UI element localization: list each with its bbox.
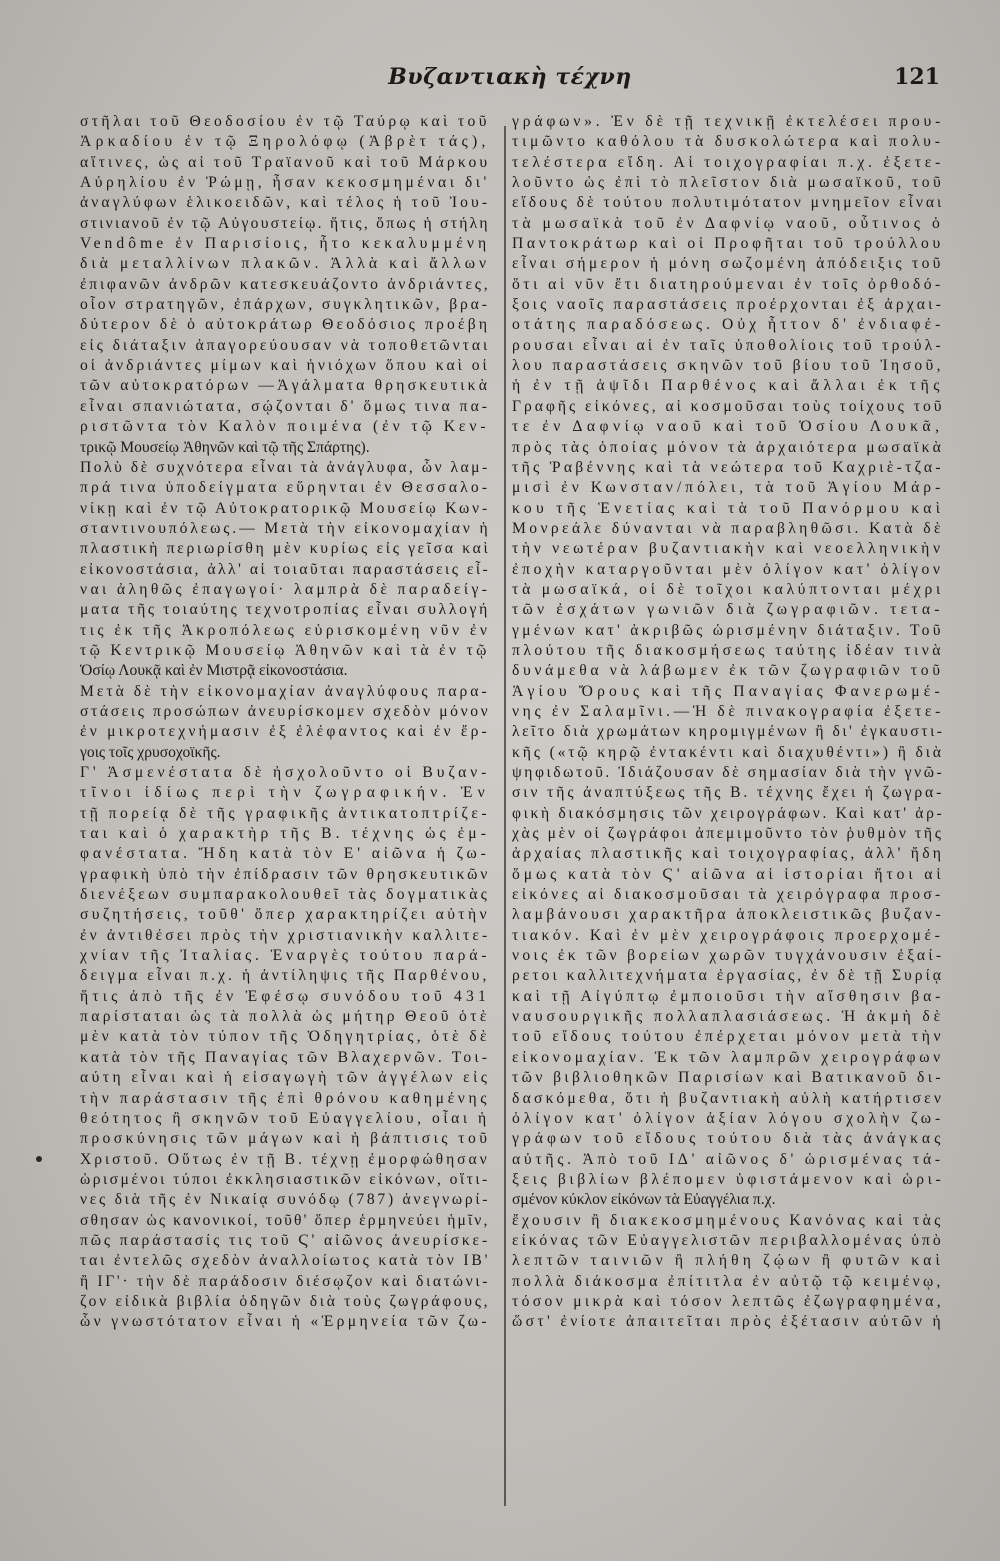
text-line: γράφων τοῦ εἴδους τούτου διὰ τὰς ἀνάγκας (512, 1130, 944, 1148)
text-line: σθησαν ὡς κανονικοί, τοῦθ' ὅπερ ἑρμηνεύει ἡμῖν, (80, 1211, 490, 1229)
text-line: στῆλαι τοῦ Θεοδοσίου ἐν τῷ Ταύρῳ καὶ τοῦ (80, 113, 490, 130)
text-line: τὴν παράστασιν τῆς ἐπὶ θρόνου καθημένης (80, 1089, 490, 1107)
text-line: διενέξεων συμπαρακολουθεῖ τὰς δογματικὰς (80, 886, 490, 904)
text-line: ζον εἰδικὰ βιβλία ὁδηγῶν διὰ τοὺς ζωγράφους, (80, 1292, 490, 1310)
text-line: νίκῃ καὶ ἐν τῷ Αὐτοκρατορικῷ Μουσείῳ Κων- (80, 499, 490, 517)
text-line: στάσεις προσώπων ἀνευρίσκομεν σχεδὸν μόνον (80, 702, 490, 720)
margin-mark (36, 1156, 42, 1162)
text-line: ἐν μικροτεχνήμασιν ἐξ ἐλέφαντος καὶ ἐν ἔρ- (80, 723, 490, 741)
text-line: ἐν ἀντιθέσει πρὸς τὴν χριστιανικὴν καλλιτε- (80, 926, 490, 944)
text-line: εἰκόνας τῶν Εὐαγγελιστῶν περιβαλλομένας ὑπὸ (512, 1231, 944, 1249)
text-line: πῶς παράστασίς τις τοῦ Ϛ' αἰῶνος ἀνευρίσκε- (80, 1231, 490, 1249)
text-line: εἶναι σπανιώτατα, σῴζονται δ' ὅμως τινα πα- (80, 397, 490, 415)
text-line: ξοις ναοῖς παραστάσεις προέρχονται ἐξ ἀρχαι- (512, 296, 944, 314)
text-line: τῶν βιβλιοθηκῶν Παρισίων καὶ Βατικανοῦ δι- (512, 1069, 944, 1087)
text-line: λου παραστάσεις σκηνῶν τοῦ βίου τοῦ Ἰησοῦ, (512, 357, 944, 375)
text-line: ξεις βιβλίων βλέπομεν ὑφιστάμενον καὶ ὡρι- (512, 1170, 944, 1188)
text-line: ἡ ἐν τῇ ἁψῖδι Παρθένος καὶ ἄλλαι ἐκ τῆς (512, 377, 944, 395)
text-line: ναι ἀληθῶς ἐπαγωγοί· λαμπρὰ δὲ παραδείγ- (80, 580, 490, 598)
text-line: μὲν κατὰ τὸν τύπον τῆς Ὁδηγητρίας, ὁτὲ δὲ (80, 1028, 490, 1046)
text-line: στινιανοῦ ἐν τῷ Αὐγουστείῳ. ἥτις, ὅπως ἡ στήλη (80, 214, 490, 232)
text-line: θεότητος ἢ σκηνῶν τοῦ Εὐαγγελίου, οἷαι ἡ (80, 1109, 490, 1127)
text-line: τῶν ἐσχάτων γωνιῶν διὰ ζωγραφιῶν. τετα- (512, 601, 944, 619)
text-line: ἢ ΙΓ'· τὴν δὲ παράδοσιν διέσῳζον καὶ διατώνι- (80, 1272, 490, 1290)
text-line: δειγμα εἶναι π.χ. ἡ ἀντίληψις τῆς Παρθένου, (80, 967, 490, 985)
text-line: ἐπιφανῶν ἀνδρῶν κατεσκευάζοντο ἀνδριάντες, (80, 275, 490, 293)
text-line: οἷον στρατηγῶν, ἐπάρχων, συγκλητικῶν, βρα- (80, 296, 490, 314)
text-line: δύτερον δὲ ὁ αὐτοκράτωρ Θεοδόσιος προέβη (80, 316, 490, 334)
text-line: ται ἐντελῶς σχεδὸν ἀναλλοίωτος κατὰ τὸν ΙΒ' (80, 1252, 490, 1270)
text-line: Χριστοῦ. Οὕτως ἐν τῇ Β. τέχνῃ ἐμορφώθησαν (80, 1150, 490, 1168)
text-line: δασκόμεθα, ὅτι ἡ βυζαντιακὴ αὐλὴ κατήρτισεν (512, 1089, 944, 1107)
text-line: ὅτι αἱ νῦν ἔτι διατηρούμεναι ἐν τοῖς ὀρθοδό- (512, 275, 944, 293)
text-line: ψηφιδωτοῦ. Ἰδιάζουσαν δὲ σημασίαν διὰ τὴν γνῶ- (512, 764, 944, 781)
text-line: πολλὰ διάκοσμα ἐπίτιτλα ἐν αὐτῷ τῷ κειμένῳ, (512, 1272, 944, 1290)
text-line: πλαστικὴ περιωρίσθη μὲν κυρίως εἰς γεῖσα καὶ (80, 540, 490, 558)
text-line: ναυσουργικῆς πολλαπλασιάσεως. Ἡ ἀκμὴ δὲ (512, 1008, 944, 1026)
text-line: καὶ τῇ Αἰγύπτῳ ἐμποιοῦσι τὴν αἴσθησιν βα- (512, 987, 944, 1005)
text-line: Αὐρηλίου ἐν Ῥώμῃ, ἦσαν κεκοσμημέναι δι' (80, 174, 490, 192)
text-line: αύτη εἶναι καὶ ἡ εἰσαγωγὴ τῶν ἀγγέλων εἰς (80, 1069, 490, 1087)
text-line: τῶν αὐτοκρατόρων —Ἀγάλματα θρησκευτικὰ (80, 377, 490, 395)
text-line: τῖνοι ἰδίως περὶ τὴν ζωγραφικήν. Ἐν (80, 784, 490, 802)
text-line: νοις ἐκ τῶν βορείων χωρῶν τυγχάνουσιν ἐξαί- (512, 947, 944, 965)
text-line: εἰς διάταξιν ἀπαγορεύουσαν νὰ τοποθετῶνται (80, 336, 490, 354)
text-line: πλούτου τῆς διακοσμήσεως ταύτης ἰδέαν τινὰ (512, 641, 944, 659)
text-line: ται καὶ ὁ χαρακτὴρ τῆς Β. τέχνης ὡς ἐμ- (80, 825, 490, 843)
text-line: αὐτῆς. Ἀπὸ τοῦ ΙΔ' αἰῶνος δ' ὡρισμένας τά- (512, 1150, 944, 1168)
text-line: σταντινουπόλεως.— Μετὰ τὴν εἰκονομαχίαν ἡ (80, 519, 490, 537)
text-line: πρά τινα ὑποδείγματα εὕρηνται ἐν Θεσσαλο- (80, 479, 490, 497)
text-line: ὀλίγον κατ' ὀλίγον ἀξίαν λόγου σχολὴν ζω- (512, 1109, 944, 1127)
text-line: φανέστατα. Ἤδη κατὰ τὸν Ε' αἰῶνα ἡ ζω- (80, 845, 490, 863)
text-line: ἥτις ἀπὸ τῆς ἐν Ἐφέσῳ συνόδου τοῦ 431 (80, 987, 490, 1005)
text-line: τιμῶντο καθόλου τὰ δυσκολώτερα καὶ πολυ- (512, 133, 944, 151)
text-line: δυνάμεθα νὰ λάβωμεν ἐκ τῶν ζωγραφιῶν τοῦ (512, 662, 944, 680)
text-line: τὰ μωσαϊκά, οἱ δὲ τοῖχοι καλύπτονται μέχρι (512, 580, 944, 598)
text-line: τε ἐν Δαφνίῳ ναοῦ καὶ τοῦ Ὁσίου Λουκᾶ, (512, 418, 944, 436)
text-line: μισὶ ἐν Κωνσταν/πόλει, τὰ τοῦ Ἁγίου Μάρ- (512, 479, 944, 497)
text-line: ὥστ' ἐνίοτε ἀπαιτεῖται πρὸς ἐξέτασιν αὐτῶν ἡ (512, 1313, 944, 1331)
running-title: Βυζαντιακὴ τέχνη (388, 64, 632, 90)
text-line: ἔχουσιν ἢ διακεκοσμημένους Κανόνας καὶ τὰς (512, 1211, 944, 1229)
column-divider (504, 126, 506, 1506)
text-line: τὰ μωσαϊκὰ τοῦ ἐν Δαφνίῳ ναοῦ, οὗτινος ὁ (512, 214, 944, 232)
text-line: φικὴ διακόσμησις τῶν χειρογράφων. Καὶ κατ' ἀρ- (512, 804, 944, 822)
text-line: συζητήσεις, τοῦθ' ὅπερ χαρακτηρίζει αὐτὴν (80, 906, 490, 924)
page-number: 121 (894, 64, 940, 90)
text-line: χὰς μὲν οἱ ζωγράφοι ἀπεμιμοῦντο τὸν ῥυθμὸν τῆς (512, 825, 944, 843)
text-line: λεῖτο διὰ χρωμάτων κηρομιγμένων ἢ δι' ἐγκαυστι- (512, 723, 944, 741)
text-line: κῆς («τῷ κηρῷ ἐντακέντι καὶ διαχυθέντι») ἢ διὰ (512, 743, 944, 761)
text-line: Μονρεάλε δύνανται νὰ παραβληθῶσι. Κατὰ δὲ (512, 519, 944, 537)
text-line: νες διὰ τῆς ἐν Νικαίᾳ συνόδῳ (787) ἀνεγνωρί- (80, 1191, 490, 1209)
text-line: ριστῶντα τὸν Καλὸν ποιμένα (ἐν τῷ Κεν- (80, 418, 490, 436)
text-line: διὰ μεταλλίνων πλακῶν. Ἀλλὰ καὶ ἄλλων (80, 255, 490, 273)
text-line: ματα τῆς τοιαύτης τεχνοτροπίας εἶναι συλλογή (80, 601, 490, 619)
text-line: Γραφῆς εἰκόνες, αἱ κοσμοῦσαι τοὺς τοίχους τοῦ (512, 397, 944, 415)
text-line: ρουσαι εἶναι αἱ ἐν ταῖς ὑποθολίοις τοῦ τρούλ- (512, 336, 944, 354)
text-line: Ὁσίῳ Λουκᾷ καὶ ἐν Μιστρᾷ εἰκονοστάσια. (80, 662, 348, 680)
text-line: τιακόν. Καὶ ἐν μὲν χειρογράφοις προερχομέ- (512, 926, 944, 944)
text-line: εἴδους δὲ τούτου πολυτιμότατον μνημεῖον εἶναι (512, 194, 944, 212)
text-line: εἶναι σήμερον ἡ μόνη σωζομένη ἀπόδειξις τοῦ (512, 255, 944, 273)
text-line: Ἀρκαδίου ἐν τῷ Ξηρολόφῳ (Ἀβρὲτ τάς), (80, 133, 490, 151)
text-line: νης ἐν Σαλαμῖνι.—Ἡ δὲ πινακογραφία ἐξετε- (512, 702, 944, 720)
left-text-column (80, 112, 490, 1333)
text-line: ἀναγλύφων ἑλικοειδῶν, καὶ τέλος ἡ τοῦ Ἰου- (80, 194, 490, 212)
text-line: αἵτινες, ὡς αἱ τοῦ Τραϊανοῦ καὶ τοῦ Μάρκου (80, 153, 490, 171)
page-header (80, 64, 940, 104)
text-line: τις ἐκ τῆς Ἀκροπόλεως εὑρισκομένη νῦν ἐν (80, 621, 490, 639)
text-line: ἐποχὴν καταργοῦνται μὲν ὀλίγον κατ' ὀλίγον (512, 560, 944, 578)
text-line: σμένον κύκλον εἰκόνων τὰ Εὐαγγέλια π.χ. (512, 1191, 776, 1209)
text-line: γράφων». Ἐν δὲ τῇ τεχνικῇ ἐκτελέσει πρου- (512, 113, 944, 130)
text-line: γμένων κατ' ἀκριβῶς ὡρισμένην διάταξιν. Τοῦ (512, 621, 944, 639)
text-line: παρίσταται ὡς τὰ πολλὰ ὡς μήτηρ Θεοῦ ὁτὲ (80, 1008, 490, 1026)
text-line: ἀρχαίας πλαστικῆς καὶ τοιχογραφίας, ἀλλ' ἤδη (512, 845, 944, 863)
text-line: γοις τοῖς χρυσοχοϊκῆς. (80, 743, 221, 761)
text-line: Μετὰ δὲ τὴν εἰκονομαχίαν ἀναγλύφους παρα- (80, 682, 490, 700)
text-line: χνίαν τῆς Ἰταλίας. Ἐναργὲς τούτου παρά- (80, 947, 490, 965)
text-line: τῆς Ῥαβέννης καὶ τὰ νεώτερα τοῦ Καχριὲ-τζα- (512, 458, 944, 476)
text-line: λεπτῶν ταινιῶν ἢ πλήθη ζῴων ἢ φυτῶν καὶ (512, 1252, 944, 1270)
text-line: Παντοκράτωρ καὶ οἱ Προφῆται τοῦ τρούλλου (512, 235, 944, 253)
text-line: Γ' Ἀσμενέστατα δὲ ἠσχολοῦντο οἱ Βυζαν- (80, 764, 490, 781)
text-line: πρὸς τὰς ὁποίας μόνον τὰ ἀρχαιότερα μωσαϊκὰ (512, 438, 944, 456)
text-line: τὴν νεωτέραν βυζαντιακὴν καὶ νεοελληνικὴν (512, 540, 944, 558)
text-line: Πολὺ δὲ συχνότερα εἶναι τὰ ἀνάγλυφα, ὧν λαμ- (80, 458, 490, 476)
text-line: οἱ ἀνδριάντες μίμων καὶ ἡνιόχων ὅπου καὶ οἱ (80, 357, 490, 375)
text-line: λαμβάνουσι χαρακτῆρα ἀποκλειστικῶς βυζαν- (512, 906, 944, 924)
text-line: σιν τῆς ἀναπτύξεως τῆς Β. τέχνης ἔχει ἡ ζωγρα- (512, 784, 944, 802)
text-line: τελέστερα εἴδη. Αἱ τοιχογραφίαι π.χ. ἐξετε- (512, 153, 944, 171)
text-line: εἰκονοστάσια, ἀλλ' αἱ τοιαῦται παραστάσεις εἶ- (80, 560, 490, 578)
text-line: τρικῷ Μουσείῳ Ἀθηνῶν καὶ τῷ τῆς Σπάρτης). (80, 438, 370, 456)
text-line: ὡρισμένοι τύποι ἐκκλησιαστικῶν εἰκόνων, οἵτι- (80, 1170, 490, 1188)
text-line: κου τῆς Ἑνετίας καὶ τὰ τοῦ Πανόρμου καὶ (512, 499, 944, 517)
text-line: ὧν γνωστότατον εἶναι ἡ «Ἑρμηνεία τῶν ζω- (80, 1313, 490, 1331)
text-line: ὅμως κατὰ τὸν Ϛ' αἰῶνα αἱ ἱστορίαι ἤτοι αἱ (512, 865, 944, 883)
text-line: ρετοι καλλιτεχνήματα ἐργασίας, ἐν δὲ τῇ Συρίᾳ (512, 967, 944, 985)
text-line: τῷ Κεντρικῷ Μουσείῳ Ἀθηνῶν καὶ τὰ ἐν τῷ (80, 641, 490, 659)
text-line: γραφικὴ ὑπὸ τὴν ἐπίδρασιν τῶν θρησκευτικῶν (80, 865, 490, 883)
text-line: οτάτης παραδόσεως. Οὐχ ἧττον δ' ἐνδιαφέ- (512, 316, 944, 334)
text-line: Ἁγίου Ὄρους καὶ τῆς Παναγίας Φανερωμέ- (512, 682, 944, 700)
text-line: τοῦ εἴδους τούτου ἐπέρχεται μόνον μετὰ τὴν (512, 1028, 944, 1046)
text-line: τῇ πορείᾳ δὲ τῆς γραφικῆς ἀντικατοπτρίζε- (80, 804, 490, 822)
text-line: Vendôme ἐν Παρισίοις, ἦτο κεκαλυμμένη (80, 235, 490, 253)
text-line: εἰκόνες αἱ διακοσμοῦσαι τὰ χειρόγραφα προσ- (512, 886, 944, 904)
text-line: λοῦντο ὡς ἐπὶ τὸ πλεῖστον διὰ μωσαϊκοῦ, τοῦ (512, 174, 944, 192)
text-line: κατὰ τὸν τῆς Παναγίας τῶν Βλαχερνῶν. Τοι- (80, 1048, 490, 1066)
text-line: τόσον μικρὰ καὶ τόσον λεπτῶς ἐζωγραφημένα, (512, 1292, 944, 1310)
text-line: προσκύνησις τῶν μάγων καὶ ἡ βάπτισις τοῦ (80, 1130, 490, 1148)
right-text-column (512, 112, 944, 1333)
text-line: εἰκονομαχίαν. Ἐκ τῶν λαμπρῶν χειρογράφων (512, 1048, 944, 1066)
